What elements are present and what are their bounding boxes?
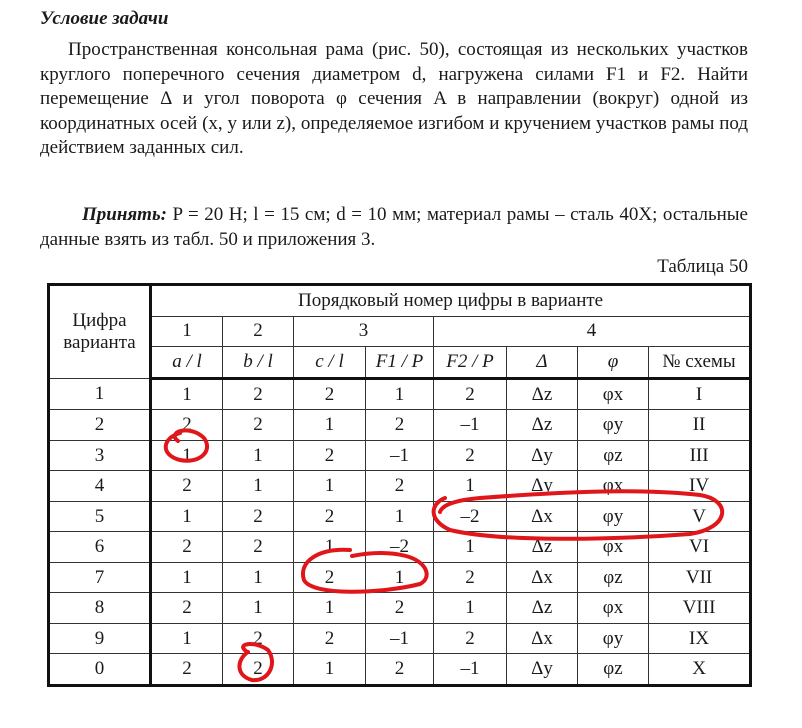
given-label: Принять: — [82, 204, 167, 225]
col-phi-cell: φy — [578, 623, 649, 653]
col-f1-p-cell: –1 — [366, 623, 434, 653]
col-b-l-cell: 1 — [223, 471, 294, 501]
col-c-l-cell: 1 — [294, 593, 366, 623]
col-a-l-cell: 1 — [151, 501, 223, 531]
col-f1-p-cell: 2 — [366, 410, 434, 440]
col-phi-header: φ — [578, 347, 649, 379]
col-phi-cell: φx — [578, 532, 649, 562]
col-a-l-cell: 1 — [151, 378, 223, 410]
row-header: Цифра варианта — [49, 285, 151, 379]
section-heading: Условие задачи — [40, 8, 169, 29]
variant-digit-cell: 9 — [49, 623, 151, 653]
col-a-l-cell: 2 — [151, 593, 223, 623]
variant-table — [47, 283, 752, 687]
col-f1-p-cell: 2 — [366, 654, 434, 686]
col-delta-cell: Δz — [507, 593, 578, 623]
table-row — [49, 654, 751, 686]
col-f2-p-cell: 2 — [434, 440, 507, 470]
col-a-l-cell: 1 — [151, 440, 223, 470]
variant-digit-cell: 8 — [49, 593, 151, 623]
digit-position-4: 4 — [434, 316, 751, 346]
col-f1-p-cell: 2 — [366, 471, 434, 501]
col-scheme-cell: III — [649, 440, 751, 470]
col-c-l-cell: 1 — [294, 532, 366, 562]
col-f2-p-cell: –1 — [434, 654, 507, 686]
col-delta-cell: Δz — [507, 378, 578, 410]
col-b-l-cell: 2 — [223, 532, 294, 562]
variant-digit-cell: 3 — [49, 440, 151, 470]
col-a-l-cell: 2 — [151, 410, 223, 440]
table-row — [49, 501, 751, 531]
digit-position-3: 3 — [294, 316, 434, 346]
col-a-l-header: a / l — [151, 347, 223, 379]
col-b-l-cell: 1 — [223, 440, 294, 470]
col-delta-header: Δ — [507, 347, 578, 379]
col-c-l-cell: 1 — [294, 471, 366, 501]
variant-digit-cell: 5 — [49, 501, 151, 531]
col-a-l-cell: 2 — [151, 471, 223, 501]
col-scheme-cell: IV — [649, 471, 751, 501]
col-delta-cell: Δz — [507, 410, 578, 440]
col-c-l-header: c / l — [294, 347, 366, 379]
col-a-l-cell: 2 — [151, 532, 223, 562]
col-delta-cell: Δy — [507, 471, 578, 501]
col-f2-p-header: F2 / P — [434, 347, 507, 379]
col-scheme-cell: VII — [649, 562, 751, 592]
col-f2-p-cell: 2 — [434, 378, 507, 410]
group-header: Порядковый номер цифры в варианте — [151, 285, 751, 317]
col-delta-cell: Δy — [507, 440, 578, 470]
variant-digit-cell: 2 — [49, 410, 151, 440]
col-f1-p-cell: –1 — [366, 440, 434, 470]
digit-position-1: 1 — [151, 316, 223, 346]
col-f2-p-cell: 1 — [434, 532, 507, 562]
col-c-l-cell: 2 — [294, 623, 366, 653]
col-delta-cell: Δx — [507, 562, 578, 592]
table-row — [49, 593, 751, 623]
col-phi-cell: φz — [578, 440, 649, 470]
table-row — [49, 471, 751, 501]
col-c-l-cell: 2 — [294, 501, 366, 531]
col-scheme-header: № схемы — [649, 347, 751, 379]
problem-statement: Пространственная консольная рама (рис. 50), состоящая из нескольких участков круглого поперечного сечения диаметром d, нагружена силами F1 и F2. Найти перемещение Δ и угол поворота φ сечения A в направлении (вокруг) одной из координатных осей (x, y или z), определяемое изгибом и кручением участков рамы под действием заданных сил. — [40, 39, 748, 158]
col-phi-cell: φx — [578, 593, 649, 623]
col-phi-cell: φx — [578, 471, 649, 501]
col-phi-cell: φz — [578, 654, 649, 686]
col-scheme-cell: II — [649, 410, 751, 440]
col-b-l-cell: 1 — [223, 562, 294, 592]
col-c-l-cell: 2 — [294, 562, 366, 592]
col-f2-p-cell: 2 — [434, 562, 507, 592]
variant-digit-cell: 6 — [49, 532, 151, 562]
table-row — [49, 623, 751, 653]
col-b-l-cell: 2 — [223, 654, 294, 686]
col-scheme-cell: X — [649, 654, 751, 686]
col-scheme-cell: IX — [649, 623, 751, 653]
col-b-l-cell: 1 — [223, 593, 294, 623]
digit-position-2: 2 — [223, 316, 294, 346]
table-row — [49, 410, 751, 440]
col-b-l-cell: 2 — [223, 378, 294, 410]
col-b-l-cell: 2 — [223, 623, 294, 653]
table-caption: Таблица 50 — [657, 256, 748, 277]
col-delta-cell: Δx — [507, 623, 578, 653]
variant-digit-cell: 7 — [49, 562, 151, 592]
given-data — [40, 203, 748, 252]
col-a-l-cell: 1 — [151, 623, 223, 653]
col-b-l-cell: 2 — [223, 410, 294, 440]
col-scheme-cell: VI — [649, 532, 751, 562]
col-phi-cell: φx — [578, 378, 649, 410]
col-f1-p-cell: 1 — [366, 501, 434, 531]
col-c-l-cell: 1 — [294, 410, 366, 440]
table-row — [49, 378, 751, 410]
col-phi-cell: φy — [578, 410, 649, 440]
col-f1-p-cell: –2 — [366, 532, 434, 562]
col-b-l-header: b / l — [223, 347, 294, 379]
col-a-l-cell: 2 — [151, 654, 223, 686]
col-c-l-cell: 1 — [294, 654, 366, 686]
table-row — [49, 440, 751, 470]
col-f2-p-cell: 1 — [434, 471, 507, 501]
col-f2-p-cell: 2 — [434, 623, 507, 653]
col-phi-cell: φz — [578, 562, 649, 592]
col-f1-p-cell: 1 — [366, 562, 434, 592]
col-f1-p-cell: 2 — [366, 593, 434, 623]
col-scheme-cell: I — [649, 378, 751, 410]
col-b-l-cell: 2 — [223, 501, 294, 531]
variant-digit-cell: 1 — [49, 378, 151, 410]
col-delta-cell: Δz — [507, 532, 578, 562]
col-c-l-cell: 2 — [294, 378, 366, 410]
table-row — [49, 562, 751, 592]
col-f2-p-cell: –2 — [434, 501, 507, 531]
col-a-l-cell: 1 — [151, 562, 223, 592]
col-phi-cell: φy — [578, 501, 649, 531]
col-scheme-cell: V — [649, 501, 751, 531]
given-text: P = 20 Н; l = 15 см; d = 10 мм; материал рамы – сталь 40Х; остальные данные взять из табл. 50 и приложения 3. — [40, 204, 748, 250]
col-scheme-cell: VIII — [649, 593, 751, 623]
col-f1-p-cell: 1 — [366, 378, 434, 410]
col-delta-cell: Δx — [507, 501, 578, 531]
variant-digit-cell: 4 — [49, 471, 151, 501]
col-c-l-cell: 2 — [294, 440, 366, 470]
col-f2-p-cell: 1 — [434, 593, 507, 623]
variant-digit-cell: 0 — [49, 654, 151, 686]
col-f1-p-header: F1 / P — [366, 347, 434, 379]
col-f2-p-cell: –1 — [434, 410, 507, 440]
col-delta-cell: Δy — [507, 654, 578, 686]
table-row — [49, 532, 751, 562]
